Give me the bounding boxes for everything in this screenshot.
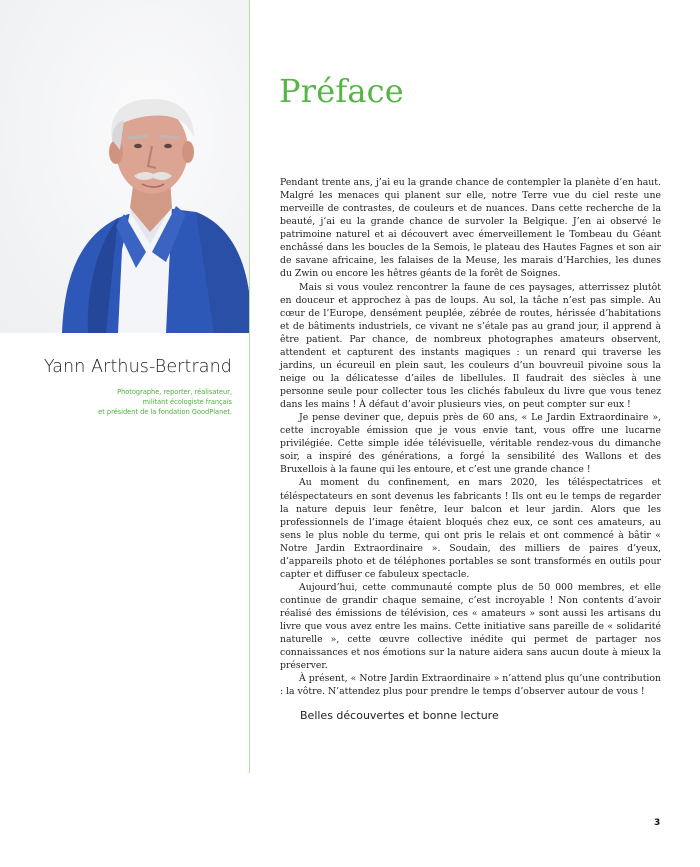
preface-body (280, 176, 661, 699)
closing-line: Belles découvertes et bonne lecture (300, 709, 499, 722)
author-role-line: militant écologiste français (142, 398, 232, 406)
page-title: Préface (279, 72, 404, 110)
author-role-line: et président de la fondation GoodPlanet. (98, 408, 232, 416)
author-portrait (0, 0, 250, 333)
author-role (60, 387, 232, 417)
author-role-line: Photographe, reporter, réalisateur, (117, 388, 232, 396)
paragraph: Au moment du confinement, en mars 2020, les téléspectatrices et téléspectateurs en sont devenus les fabricants ! Ils ont eu le temps de regarder la nature depuis leur fenêtre, leur balcon et leur jardin. Alors que les professionnels de l’image étaient bloqués chez eux, ce sont ces amateurs, au sens le plus noble du terme, qui ont pris le relais et ont commencé à bâtir « Notre Jardin Extraordinaire ». Soudain, des milliers de paires d’yeux, d’appareils photo et de téléphones portables se sont transformés en outils pour capter et diffuser ce fabuleux spectacle. (280, 477, 661, 580)
paragraph: Mais si vous voulez rencontrer la faune de ces paysages, atterrissez plutôt en douceur et approchez à pas de loups. Au sol, la tâche n’est pas simple. Au cœur de l’Europe, densément peuplée, zébrée de routes, hérissée d’habitations et de bâtiments industriels, ce vivant ne s’étale pas au grand jour, il apprend à être patient. Par chance, de nombreux photographes amateurs observent, attendent et capturent des instants magiques : un renard qui traverse les jardins, un écureuil en plein saut, les couleurs d’un bouvreuil pivoine sous la neige ou la délicatesse d’ailes de libellules. Il faudrait des siècles à une personne seule pour collecter tous les clichés fabuleux du livre que vous tenez dans les mains ! À défaut d’avoir plusieurs vies, on peut compter sur eux ! (280, 281, 661, 411)
page-number: 3 (654, 818, 661, 828)
paragraph: À présent, « Notre Jardin Extraordinaire » n’attend plus qu’une contribution : la vôtre. N’attendez plus pour prendre le temps d’observer autour de vous ! (280, 673, 661, 698)
paragraph: Je pense deviner que, depuis près de 60 ans, « Le Jardin Extraordinaire », cette incroyable émission que je vous envie tant, vous offre une lucarne privilégiée. Cette simple idée télévisuelle, véritable rendez-vous du dimanche soir, a inspiré des générations, a forgé la sensibilité des Wallons et des Bruxellois à la faune qui les entoure, et c’est une grande chance ! (280, 412, 661, 476)
author-name: Yann Arthus-Bertrand (43, 357, 232, 377)
paragraph: Pendant trente ans, j’ai eu la grande chance de contempler la planète d’en haut. Malgré les menaces qui planent sur elle, notre Terre vue du ciel reste une merveille de contrastes, de couleurs et de nuances. Dans cette recherche de la beauté, j’ai eu la grande chance de survoler la Belgique. J’en ai observé le patrimoine naturel et ai découvert avec émerveillement le Tombeau du Géant enchâssé dans les boucles de la Semois, le plateau des Hautes Fagnes et son air de savane africaine, les falaises de la Meuse, les marais d’Harchies, les dunes du Zwin ou encore les hêtres géants de la forêt de Soignes. (280, 177, 661, 280)
vertical-divider (249, 0, 250, 773)
paragraph: Aujourd’hui, cette communauté compte plus de 50 000 membres, et elle continue de grandir chaque semaine, c’est incroyable ! Non contents d’avoir réalisé des émissions de télévision, ces « amateurs » sont aussi les artisans du livre que vous avez entre les mains. Cette initiative sans pareille de « solidarité naturelle », cette œuvre collective inédite qui permet de partager nos connaissances et nos émotions sur la nature aidera sans aucun doute à mieux la préserver. (280, 581, 661, 672)
